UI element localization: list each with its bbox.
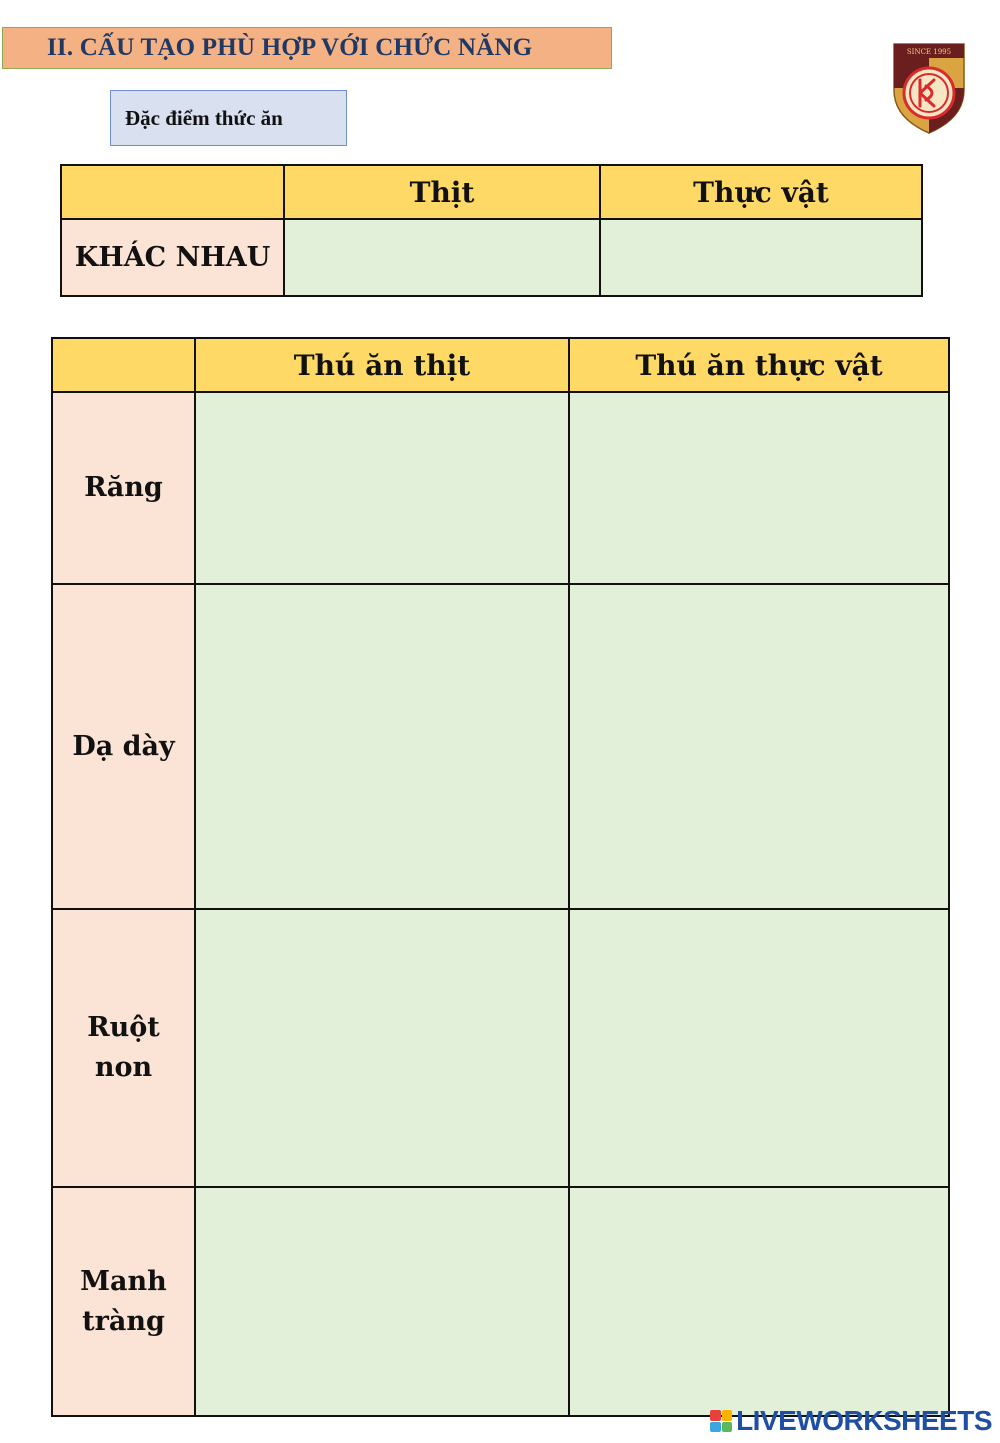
organ-comparison-table xyxy=(51,337,950,1417)
answer-cell-cecum-herbivore[interactable] xyxy=(569,1187,949,1416)
row-label-teeth: Răng xyxy=(52,392,195,584)
row-label-differences: KHÁC NHAU xyxy=(61,219,284,296)
table-header-empty xyxy=(52,338,195,392)
answer-cell-plants[interactable] xyxy=(600,219,922,296)
food-characteristics-label: Đặc điểm thức ăn xyxy=(110,90,347,146)
table-header-empty xyxy=(61,165,284,219)
table-header-herbivore: Thú ăn thực vật xyxy=(569,338,949,392)
table-header-meat: Thịt xyxy=(284,165,600,219)
food-comparison-table xyxy=(60,164,923,297)
school-logo xyxy=(890,38,968,136)
liveworksheets-logo-icon xyxy=(710,1410,732,1432)
table-header-carnivore: Thú ăn thịt xyxy=(195,338,569,392)
section-title: II. CẤU TẠO PHÙ HỢP VỚI CHỨC NĂNG xyxy=(2,27,612,69)
answer-cell-stomach-carnivore[interactable] xyxy=(195,584,569,909)
answer-cell-cecum-carnivore[interactable] xyxy=(195,1187,569,1416)
liveworksheets-brand xyxy=(710,1405,992,1437)
answer-cell-meat[interactable] xyxy=(284,219,600,296)
answer-cell-stomach-herbivore[interactable] xyxy=(569,584,949,909)
answer-cell-teeth-carnivore[interactable] xyxy=(195,392,569,584)
table-header-plants: Thực vật xyxy=(600,165,922,219)
answer-cell-small-intestine-herbivore[interactable] xyxy=(569,909,949,1187)
row-label-cecum: Manh tràng xyxy=(52,1187,195,1416)
brand-text: LIVEWORKSHEETS xyxy=(736,1405,992,1436)
answer-cell-teeth-herbivore[interactable] xyxy=(569,392,949,584)
row-label-small-intestine: Ruột non xyxy=(52,909,195,1187)
row-label-stomach: Dạ dày xyxy=(52,584,195,909)
answer-cell-small-intestine-carnivore[interactable] xyxy=(195,909,569,1187)
logo-text: SINCE 1995 xyxy=(906,48,952,56)
